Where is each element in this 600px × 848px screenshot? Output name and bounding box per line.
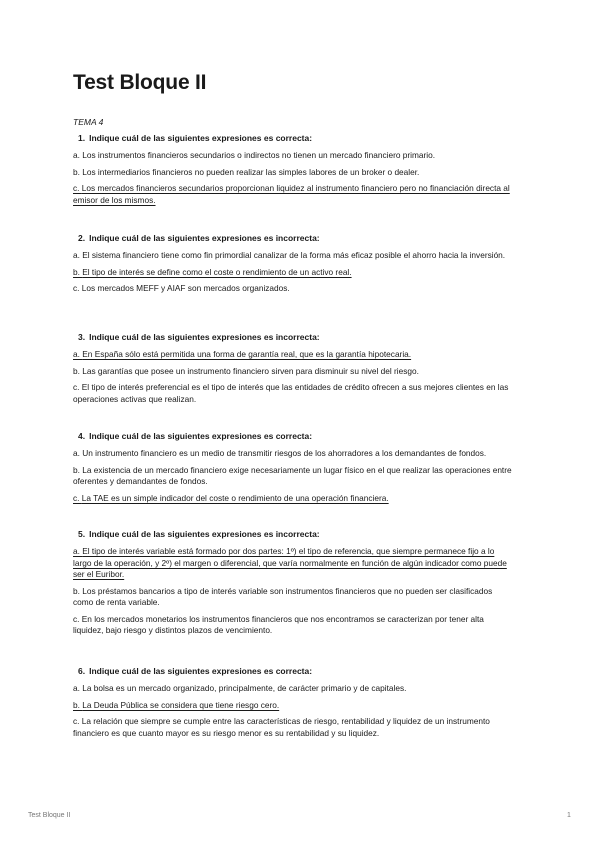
question-1 (73, 133, 513, 211)
answer-option-a (73, 250, 513, 262)
question-number: 6. (78, 666, 86, 676)
option-text: c. En los mercados monetarios los instrumentos financieros que nos encontramos se caracterizan por tener alta liquidez, bajo riesgo y distintos plazos de vencimiento. (73, 613, 484, 635)
answer-option-b (73, 465, 513, 488)
option-prefix: c. (73, 183, 82, 193)
option-text: b. La existencia de un mercado financiero exige necesariamente un lugar físico en el que realizar las operaciones entre oferentes y demandantes de fondos. (73, 464, 512, 486)
option-text: La Deuda Pública se considera que tiene riesgo cero. (82, 699, 280, 710)
answer-option-b-marked (73, 700, 513, 712)
question-6 (73, 666, 513, 744)
question-heading (78, 133, 513, 144)
answer-option-c (73, 382, 513, 405)
footer-document-title: Test Bloque II (28, 812, 71, 819)
question-text: Indique cuál de las siguientes expresiones es correcta: (89, 666, 313, 676)
section-label: TEMA 4 (73, 117, 104, 127)
option-prefix: b. (73, 699, 83, 710)
question-text: Indique cuál de las siguientes expresiones es correcta: (89, 431, 313, 441)
question-number: 4. (78, 431, 86, 441)
answer-option-b-marked (73, 267, 513, 279)
question-heading (78, 233, 513, 244)
answer-option-a (73, 448, 513, 460)
answer-option-a-marked (73, 546, 513, 581)
option-prefix: a. (73, 546, 83, 556)
answer-option-a (73, 683, 513, 695)
option-text: a. El sistema financiero tiene como fin primordial canalizar de la forma más eficaz posible el ahorro hacia la inversión. (73, 250, 506, 260)
option-prefix: c. (73, 492, 82, 503)
question-heading (78, 431, 513, 442)
option-text: b. Los préstamos bancarios a tipo de interés variable son instrumentos financieros que no pueden ser clasificados como de renta variable. (73, 585, 493, 607)
question-number: 5. (78, 529, 86, 539)
answer-option-a (73, 150, 513, 162)
question-2 (73, 233, 513, 300)
question-text: Indique cuál de las siguientes expresiones es incorrecta: (89, 529, 320, 539)
option-text: c. Los mercados MEFF y AIAF son mercados organizados. (73, 283, 290, 293)
answer-option-a-marked (73, 349, 513, 361)
option-text: a. Los instrumentos financieros secundarios o indirectos no tienen un mercado financiero primario. (73, 150, 436, 160)
answer-option-c (73, 614, 513, 637)
question-number: 1. (78, 133, 86, 143)
option-text: a. Un instrumento financiero es un medio de transmitir riesgos de los ahorradores a los demandantes de fondos. (73, 448, 487, 458)
question-heading (78, 332, 513, 343)
question-number: 2. (78, 233, 86, 243)
answer-option-c-marked (73, 493, 513, 505)
option-text: El tipo de interés variable está formado por dos partes: 1º) el tipo de referencia, que siempre permanece fijo a lo largo de la operación, y 2º) el margen o diferencial, que varía normalmente en función de algún indicador como puede ser el Euribor. (73, 546, 507, 579)
option-text: La TAE es un simple indicador del coste o rendimiento de una operación financiera. (81, 492, 389, 503)
answer-option-c (73, 283, 513, 295)
question-3 (73, 332, 513, 410)
answer-option-c (73, 716, 513, 739)
question-text: Indique cuál de las siguientes expresiones es correcta: (89, 133, 313, 143)
question-text: Indique cuál de las siguientes expresiones es incorrecta: (89, 233, 320, 243)
option-text: c. La relación que siempre se cumple entre las características de riesgo, rentabilidad y liquidez de un instrumento financiero es que cuanto mayor es su riesgo menor es su rentabilidad y su liquidez. (73, 716, 490, 738)
option-prefix: b. (73, 266, 83, 277)
question-number: 3. (78, 332, 86, 342)
question-4 (73, 431, 513, 509)
question-heading (78, 666, 513, 677)
option-text: b. Las garantías que posee un instrumento financiero sirven para disminuir su nivel del riesgo. (73, 365, 419, 376)
answer-option-b (73, 586, 513, 609)
document-title: Test Bloque II (73, 71, 207, 94)
page-number: 1 (567, 812, 571, 819)
answer-option-b (73, 167, 513, 179)
option-text: c. El tipo de interés preferencial es el tipo de interés que las entidades de crédito ofrecen a sus mejores clientes en las operaciones activas que realizan. (73, 382, 509, 404)
option-text: a. La bolsa es un mercado organizado, principalmente, de carácter primario y de capitales. (73, 683, 407, 693)
answer-option-b (73, 366, 513, 378)
question-heading (78, 529, 513, 540)
option-prefix: a. (73, 349, 83, 359)
option-text: El tipo de interés se define como el coste o rendimiento de un activo real. (82, 266, 352, 277)
option-text: b. Los intermediarios financieros no pueden realizar las simples labores de un broker o dealer. (73, 166, 420, 177)
question-text: Indique cuál de las siguientes expresiones es incorrecta: (89, 332, 320, 342)
option-text: Los mercados financieros secundarios proporcionan liquidez al instrumento financiero pero no financiación directa al emisor de los mismos. (73, 183, 510, 205)
question-5 (73, 529, 513, 642)
answer-option-c-marked (73, 183, 513, 206)
option-text: En España sólo está permitida una forma de garantía real, que es la garantía hipotecaria. (82, 349, 412, 359)
